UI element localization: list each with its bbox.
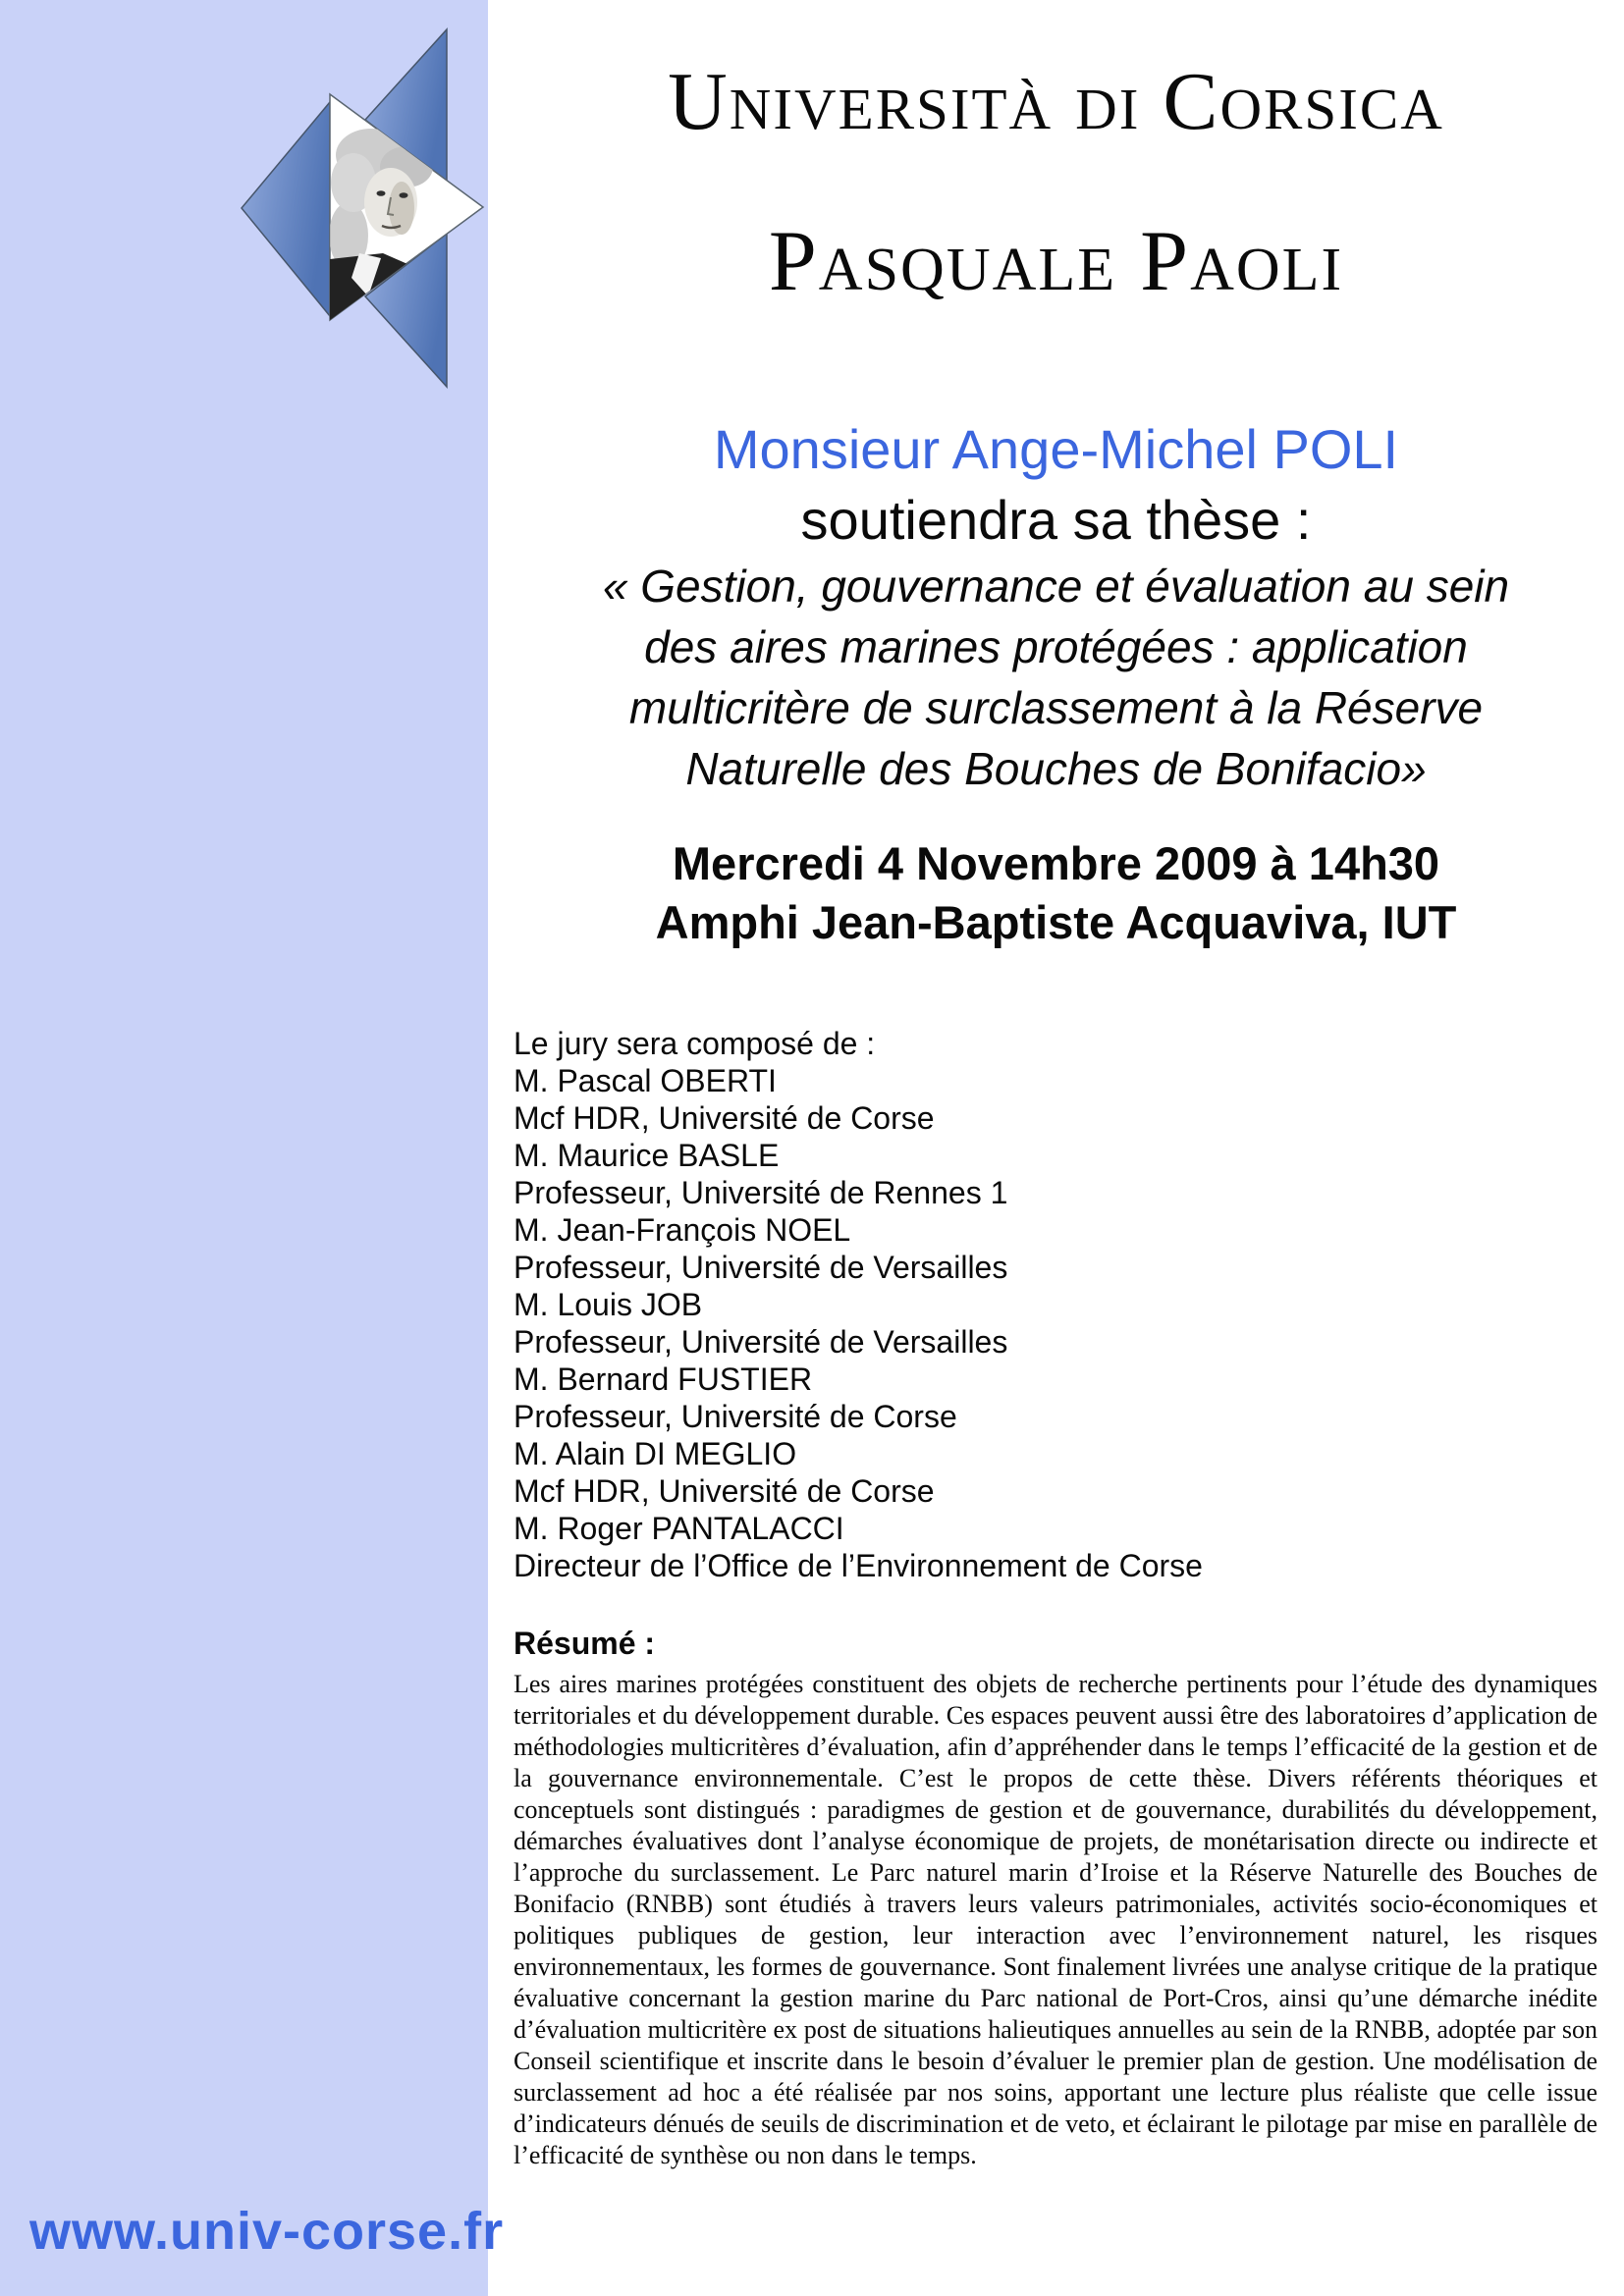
jury-member-role: Professeur, Université de Versailles: [514, 1250, 1008, 1285]
jury-member-name: M. Maurice BASLE: [514, 1138, 780, 1173]
jury-member-role: Directeur de l’Office de l’Environnement de Corse: [514, 1548, 1203, 1583]
jury-member-role: Mcf HDR, Université de Corse: [514, 1100, 935, 1136]
jury-member-name: M. Roger PANTALACCI: [514, 1511, 844, 1546]
jury-heading: Le jury sera composé de :: [514, 1026, 876, 1061]
thesis-title-line: « Gestion, gouvernance et évaluation au sein: [602, 561, 1510, 612]
defense-statement: soutiendra sa thèse :: [800, 489, 1312, 551]
jury-member-role: Mcf HDR, Université de Corse: [514, 1473, 935, 1509]
jury-member-name: M. Bernard FUSTIER: [514, 1362, 813, 1397]
content-column: [488, 0, 1624, 2296]
jury-member-name: M. Louis JOB: [514, 1287, 703, 1322]
jury-member-name: M. Alain DI MEGLIO: [514, 1436, 797, 1471]
thesis-title-line: Naturelle des Bouches de Bonifacio»: [685, 743, 1427, 794]
university-name-line1: Università di Corsica: [668, 56, 1444, 147]
logo-triangle-left: [242, 102, 330, 316]
defense-location: Amphi Jean-Baptiste Acquaviva, IUT: [655, 896, 1457, 948]
jury-member-role: Professeur, Université de Versailles: [514, 1324, 1008, 1360]
jury-member-role: Professeur, Université de Rennes 1: [514, 1175, 1008, 1210]
candidate-name: Monsieur Ange-Michel POLI: [713, 418, 1399, 480]
thesis-title-line: multicritère de surclassement à la Réserve: [628, 682, 1484, 733]
university-website-link[interactable]: www.univ-corse.fr: [29, 2202, 505, 2261]
thesis-title: [488, 556, 1624, 799]
abstract-text: Les aires marines protégées constituent des objets de recherche pertinents pour l’étude des dynamiques territoriales et du développement durable. Ces espaces peuvent aussi être des laboratoires d’application de méthodologies multicritères d’évaluation, afin d’appréhender dans le temps l’efficacité de la gestion et de la gouvernance environnementale. C’est le propos de cette thèse. Divers référents théoriques et conceptuels sont distingués : paradigmes de gestion et de gouvernance, durabilités du développement, démarches évaluatives dont l’analyse économique de projets, de monétarisation directe ou indirecte et l’approche du surclassement. Le Parc naturel marin d’Iroise et la Réserve Naturelle des Bouches de Bonifacio (RNBB) sont étudiés à travers leurs valeurs patrimoniales, activités socio-économiques et politiques publiques de gestion, leur interaction avec l’environnement naturel, les risques environnementaux, les formes de gouvernance. Sont finalement livrées une analyse critique de la pratique évaluative concernant la gestion marine du Parc national de Port-Cros, ainsi qu’une démarche inédite d’évaluation multicritère ex post de situations halieutiques annuelles au sein de la RNBB, adoptée par son Conseil scientifique et inscrite dans le besoin d’évaluer le premier plan de gestion. Une modélisation de surclassement ad hoc a été réalisée par nos soins, apportant une lecture plus réaliste que celle issue d’indicateurs dénués de seuils de discrimination et de veto, et éclairant le pilotage par mise en parallèle de l’efficacité de synthèse ou non dans le temps.: [514, 1670, 1597, 2169]
jury-member-name: M. Pascal OBERTI: [514, 1063, 777, 1098]
jury-member-role: Professeur, Université de Corse: [514, 1399, 957, 1434]
defense-schedule: [488, 834, 1624, 952]
abstract-heading: Résumé :: [514, 1626, 656, 1661]
jury-member-name: M. Jean-François NOEL: [514, 1212, 851, 1248]
university-logo: [226, 14, 501, 401]
defense-datetime: Mercredi 4 Novembre 2009 à 14h30: [672, 837, 1440, 889]
university-name-line2: Pasquale Paoli: [768, 214, 1344, 309]
jury-list: [514, 1025, 1603, 1584]
thesis-title-line: des aires marines protégées : application: [644, 621, 1468, 672]
